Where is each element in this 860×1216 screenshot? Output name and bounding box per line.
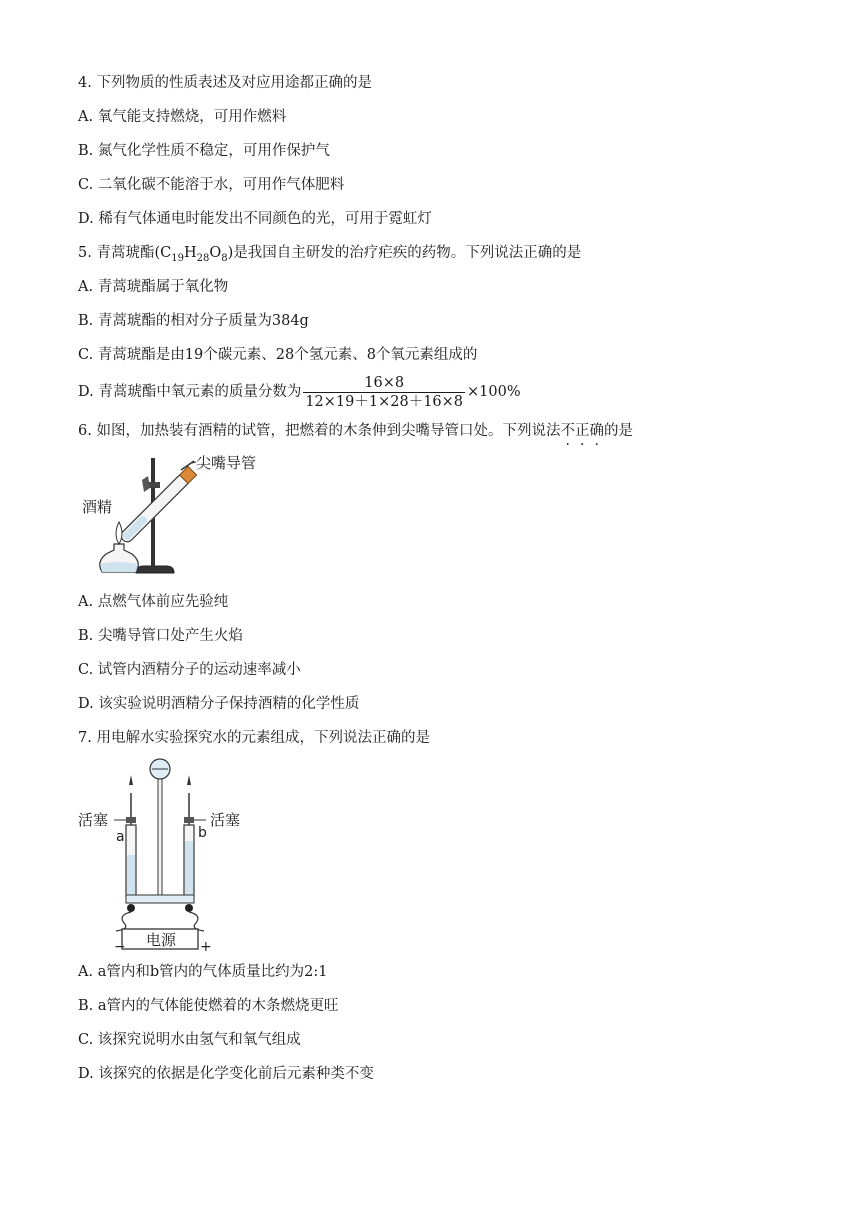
q4-option-a: A. 氧气能支持燃烧，可用作燃料 xyxy=(78,109,287,125)
q6-option-a: A. 点燃气体前应先验纯 xyxy=(78,594,229,610)
q5-option-d: D. 青蒿琥酯中氧元素的质量分数为 $\frac{16\times 8}{12\times 19+1\times 28+16\times 8}$ ×100% xyxy=(78,374,521,410)
q5-option-c: C. 青蒿琥酯是由19个碳元素、28个氢元素、8个氧元素组成的 xyxy=(78,347,478,363)
label-stopcock-right: 活塞 xyxy=(210,811,241,829)
q5-stem: 5. 青蒿琥酯$(C_{19}H_{28}O_8)$是我国自主研发的治疗疟疾的药物。下列说法正确的是 xyxy=(78,245,582,264)
alcohol-heating-apparatus-figure xyxy=(78,450,278,580)
q6-option-b: B. 尖嘴导管口处产生火焰 xyxy=(78,628,243,644)
q7-option-c: C. 该探究说明水由氢气和氧气组成 xyxy=(78,1032,301,1048)
q6-stem: 6. 如图，加热装有酒精的试管，把燃着的木条伸到尖嘴导管口处。下列说法不正确的是 xyxy=(78,423,633,439)
q6-option-c: C. 试管内酒精分子的运动速率减小 xyxy=(78,662,301,678)
q5-option-b: B. 青蒿琥酯的相对分子质量为384g xyxy=(78,313,309,329)
label-power-supply: 电源 xyxy=(146,931,177,949)
label-nozzle-tube: 尖嘴导管 xyxy=(196,454,257,472)
q4-stem: 4. 下列物质的性质表述及对应用途都正确的是 xyxy=(78,75,372,91)
q4-option-c: C. 二氧化碳不能溶于水，可用作气体肥料 xyxy=(78,177,345,193)
q7-stem: 7. 用电解水实验探究水的元素组成，下列说法正确的是 xyxy=(78,730,430,746)
q7-option-a: A. a管内和b管内的气体质量比约为2:1 xyxy=(78,964,328,980)
q7-option-b: B. a管内的气体能使燃着的木条燃烧更旺 xyxy=(78,998,339,1014)
q4-option-d: D. 稀有气体通电时能发出不同颜色的光，可用于霓虹灯 xyxy=(78,211,432,227)
q5-option-a: A. 青蒿琥酯属于氧化物 xyxy=(78,279,229,295)
q7-option-d: D. 该探究的依据是化学变化前后元素种类不变 xyxy=(78,1066,374,1082)
label-alcohol: 酒精 xyxy=(82,498,113,516)
label-tube-a: a xyxy=(116,829,125,845)
mass-fraction-formula: $\frac{16\times 8}{12\times 19+1\times 28+16\times 8}$ xyxy=(305,374,464,410)
q4-option-b: B. 氮气化学性质不稳定，可用作保护气 xyxy=(78,143,330,159)
water-electrolysis-apparatus-figure xyxy=(78,755,278,955)
label-stopcock-left: 活塞 xyxy=(78,811,109,829)
q6-option-d: D. 该实验说明酒精分子保持酒精的化学性质 xyxy=(78,696,360,712)
label-negative: − xyxy=(114,939,126,955)
label-tube-b: b xyxy=(198,825,207,841)
label-positive: + xyxy=(200,939,212,955)
